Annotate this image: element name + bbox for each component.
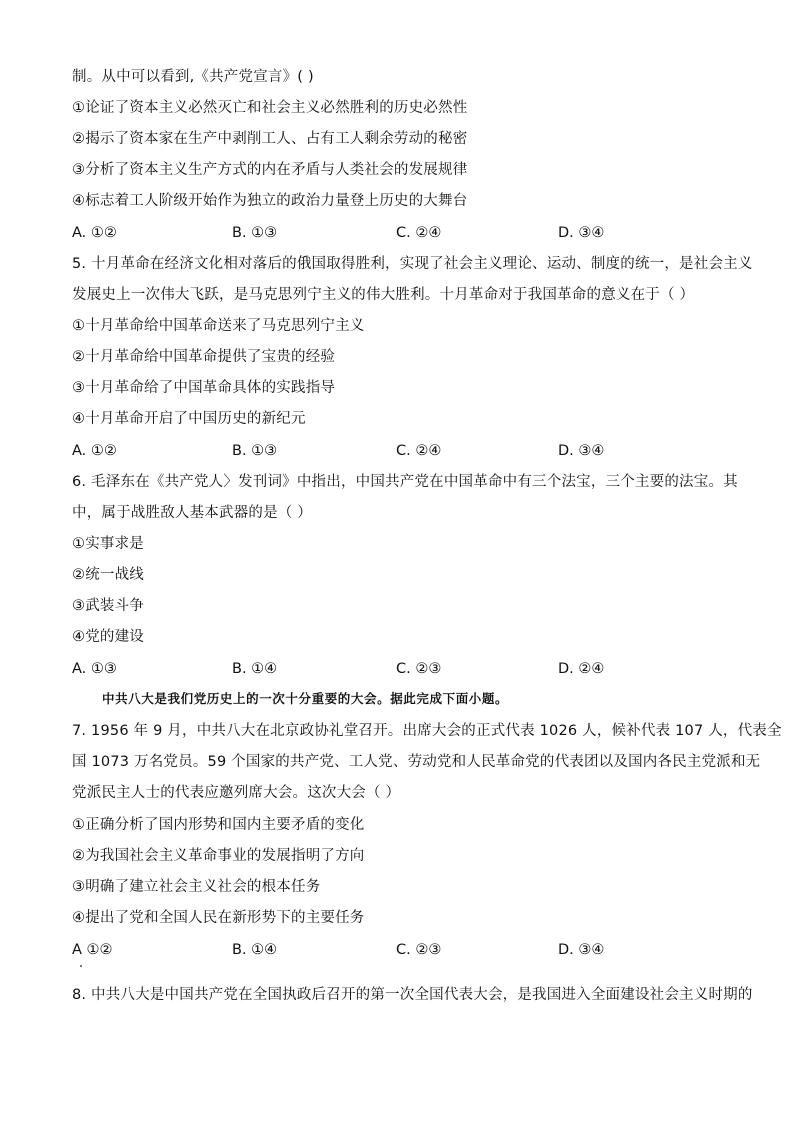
q5-item-4: ④十月革命开启了中国历史的新纪元 (72, 411, 306, 427)
q6-stem-line-2: 中，属于战胜敌人基本武器的是（ ） (72, 505, 313, 521)
q4-option-d[interactable]: D. ③④ (558, 225, 605, 241)
q7-item-4: ④提出了党和全国人民在新形势下的主要任务 (72, 910, 365, 926)
q6-item-1: ①实事求是 (72, 536, 144, 552)
q4-stem-continuation: 制。从中可以看到,《共产党宣言》( ) (72, 69, 314, 85)
q7-item-1: ①正确分析了国内形势和国内主要矛盾的变化 (72, 817, 365, 833)
q5-option-d[interactable]: D. ③④ (558, 443, 605, 459)
q5-item-2: ②十月革命给中国革命提供了宝贵的经验 (72, 349, 336, 365)
q7-stem-line-1: 7. 1956 年 9 月，中共八大在北京政协礼堂召开。出席大会的正式代表 1026 人，候补代表 107 人，代表全 (72, 723, 782, 739)
q7-stem-line-2: 国 1073 万名党员。59 个国家的共产党、工人党、劳动党和人民革命党的代表团以及国内各民主党派和无 (72, 754, 761, 770)
q4-option-b[interactable]: B. ①③ (232, 225, 278, 241)
stray-dot (80, 965, 82, 967)
q5-option-b[interactable]: B. ①③ (232, 443, 278, 459)
q7-option-a[interactable]: A ①② (72, 942, 113, 958)
q6-item-3: ③武装斗争 (72, 598, 144, 614)
q6-stem-line-1: 6. 毛泽东在《共产党人〉发刊词》中指出，中国共产党在中国革命中有三个法宝，三个主要的法宝。其 (72, 474, 738, 490)
q4-item-4: ④标志着工人阶级开始作为独立的政治力量登上历史的大舞台 (72, 193, 468, 209)
q6-item-4: ④党的建设 (72, 629, 144, 645)
q6-option-d[interactable]: D. ②④ (558, 661, 605, 677)
q7-option-b[interactable]: B. ①④ (232, 942, 278, 958)
q7-item-3: ③明确了建立社会主义社会的根本任务 (72, 879, 321, 895)
q6-option-c[interactable]: C. ②③ (396, 661, 442, 677)
q5-option-c[interactable]: C. ②④ (396, 443, 442, 459)
q8-stem-line-1: 8. 中共八大是中国共产党在全国执政后召开的第一次全国代表大会，是我国进入全面建设社会主义时期的 (72, 987, 753, 1003)
q7-stem-line-3: 党派民主人士的代表应邀列席大会。这次大会（ ） (72, 785, 401, 801)
q4-item-2: ②揭示了资本家在生产中剥削工人、占有工人剩余劳动的秘密 (72, 131, 468, 147)
q5-stem-line-2: 发展史上一次伟大飞跃，是马克思列宁主义的伟大胜利。十月革命对于我国革命的意义在于（ ） (72, 287, 695, 303)
q7-option-d[interactable]: D. ③④ (558, 942, 605, 958)
q4-option-a[interactable]: A. ①② (72, 225, 117, 241)
q5-item-1: ①十月革命给中国革命送来了马克思列宁主义 (72, 318, 365, 334)
q7-option-c[interactable]: C. ②③ (396, 942, 442, 958)
q5-stem-line-1: 5. 十月革命在经济文化相对落后的俄国取得胜利，实现了社会主义理论、运动、制度的统一，是社会主义 (72, 256, 753, 272)
q6-item-2: ②统一战线 (72, 567, 144, 583)
q6-option-b[interactable]: B. ①④ (232, 661, 278, 677)
group-intro: 中共八大是我们党历史上的一次十分重要的大会。据此完成下面小题。 (102, 691, 509, 706)
q5-option-a[interactable]: A. ①② (72, 443, 117, 459)
q4-item-1: ①论证了资本主义必然灭亡和社会主义必然胜利的历史必然性 (72, 100, 468, 116)
q6-option-a[interactable]: A. ①③ (72, 661, 117, 677)
q4-item-3: ③分析了资本主义生产方式的内在矛盾与人类社会的发展规律 (72, 162, 468, 178)
q7-item-2: ②为我国社会主义革命事业的发展指明了方向 (72, 848, 365, 864)
q4-option-c[interactable]: C. ②④ (396, 225, 442, 241)
q5-item-3: ③十月革命给了中国革命具体的实践指导 (72, 380, 336, 396)
